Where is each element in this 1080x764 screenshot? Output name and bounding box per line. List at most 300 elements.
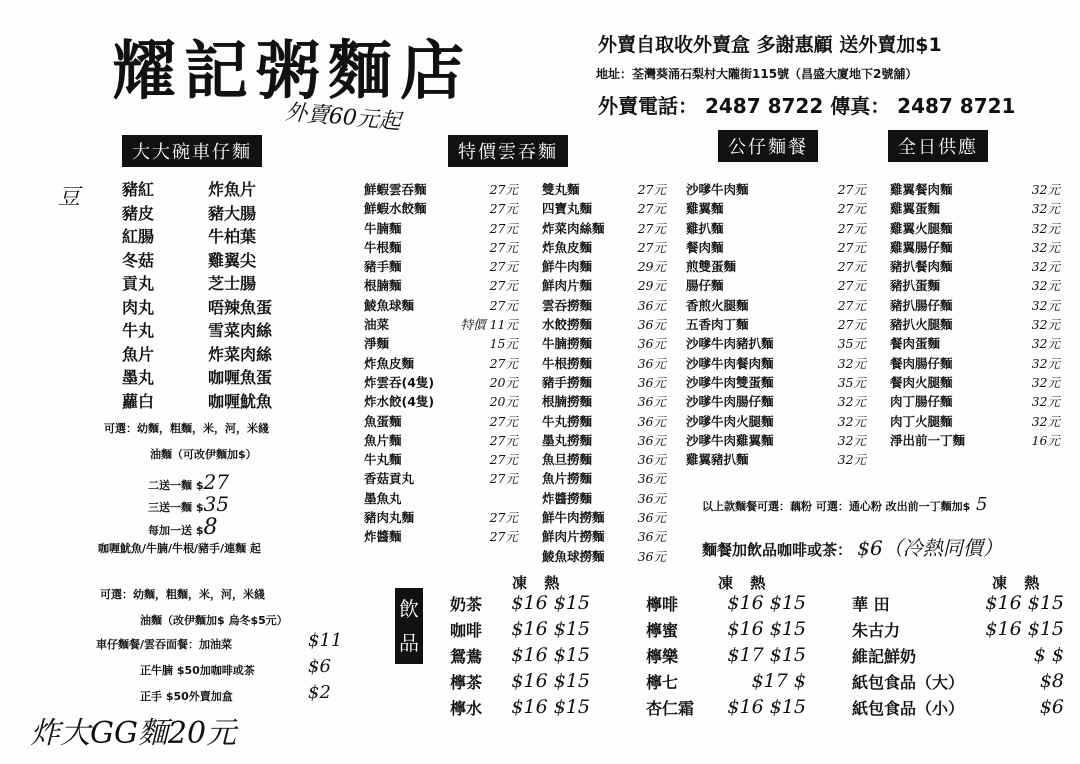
menu-item-name: 雞翼火腿麵 bbox=[890, 220, 953, 236]
cart-item: 唔辣魚蛋 bbox=[208, 297, 273, 317]
allday-list bbox=[890, 180, 1060, 450]
cart-item: 肉丸 bbox=[122, 297, 155, 317]
menu-item-price: 32元 bbox=[1031, 355, 1060, 371]
menu-row bbox=[686, 431, 866, 450]
menu-row bbox=[542, 296, 666, 315]
menu-item-name: 根腩麵 bbox=[364, 278, 402, 294]
menu-item-price: 36元 bbox=[637, 529, 666, 545]
menu-item-name: 炸魚皮麵 bbox=[542, 239, 593, 255]
menu-item-price: 32元 bbox=[1031, 239, 1060, 255]
curry-note: 咖喱魷魚/牛腩/牛根/豬手/連麵 起 bbox=[98, 542, 261, 555]
menu-item-name: 豬手撈麵 bbox=[542, 374, 593, 390]
drink-price: $6 bbox=[1039, 696, 1064, 718]
drinks-col-3 bbox=[852, 592, 1064, 722]
menu-item-name: 炸醬撈麵 bbox=[542, 490, 593, 506]
menu-item-name: 炸雲吞(4隻) bbox=[364, 374, 435, 390]
menu-item-price: 27元 bbox=[489, 510, 518, 526]
menu-item-name: 雲吞撈麵 bbox=[542, 297, 593, 313]
drink-row bbox=[646, 696, 806, 722]
menu-item-name: 餐肉蛋麵 bbox=[890, 336, 941, 352]
cart-item: 豬紅 bbox=[122, 180, 155, 199]
menu-item-name: 煎雙蛋麵 bbox=[686, 259, 737, 275]
menu-item-name: 炸菜肉絲麵 bbox=[542, 220, 605, 236]
menu-item-price: 32元 bbox=[1031, 259, 1060, 275]
drink-row bbox=[450, 644, 590, 670]
menu-row bbox=[364, 296, 518, 315]
menu-item-name: 炸醬麵 bbox=[364, 529, 402, 545]
menu-row bbox=[364, 527, 518, 546]
menu-row bbox=[890, 392, 1060, 411]
menu-row bbox=[364, 238, 518, 257]
menu-item-price: 27元 bbox=[489, 278, 518, 294]
menu-item-price: 36元 bbox=[637, 548, 666, 564]
cart-item: 蘿白 bbox=[122, 391, 155, 411]
cart-item: 咖喱魷魚 bbox=[208, 391, 273, 411]
menu-row bbox=[364, 373, 518, 392]
gongzai-list bbox=[686, 180, 866, 469]
menu-item-name: 沙嗲牛肉麵 bbox=[686, 182, 749, 197]
brisket-note: 正牛腩 $50加咖啡或茶 bbox=[140, 664, 255, 677]
menu-row bbox=[542, 276, 666, 295]
menu-row bbox=[686, 354, 866, 373]
cold-hot-header-1: 凍 熱 bbox=[512, 574, 566, 592]
menu-item-name: 鮮牛肉麵 bbox=[542, 259, 593, 275]
menu-item-price: 36元 bbox=[637, 471, 666, 487]
menu-item-name: 炸水餃(4隻) bbox=[364, 394, 435, 410]
cart-items-right bbox=[208, 178, 272, 413]
drink-name: 紙包食品（小） bbox=[852, 699, 965, 718]
drink-price: $16 $15 bbox=[511, 670, 590, 692]
drink-price: $16 $15 bbox=[511, 592, 590, 614]
menu-item-name: 香菇貢丸 bbox=[364, 471, 415, 487]
menu-item-price: 27元 bbox=[637, 201, 666, 217]
drink-add-note: 麵餐加飲品咖啡或茶： $6（冷熱同價） bbox=[702, 536, 1003, 560]
phone-fax: 外賣電話： 2487 8722 傳真： 2487 8721 bbox=[598, 94, 1016, 118]
cart-item: 墨丸 bbox=[122, 368, 155, 387]
drink-name: 檸水 bbox=[450, 699, 483, 718]
drink-name: 鴛鴦 bbox=[450, 647, 483, 666]
trotter-price: $2 bbox=[308, 682, 331, 703]
menu-item-price: 27元 bbox=[489, 239, 518, 255]
menu-item-price: 32元 bbox=[1031, 278, 1060, 294]
drink-row bbox=[646, 592, 806, 618]
drink-row bbox=[852, 618, 1064, 644]
menu-row bbox=[542, 354, 666, 373]
menu-row bbox=[686, 315, 866, 334]
menu-row bbox=[364, 257, 518, 276]
menu-row bbox=[890, 412, 1060, 431]
menu-item-name: 魚旦撈麵 bbox=[542, 452, 593, 468]
menu-item-name: 雞翼蛋麵 bbox=[890, 201, 941, 217]
menu-row bbox=[686, 219, 866, 238]
menu-item-price: 27元 bbox=[637, 220, 666, 236]
menu-row bbox=[686, 392, 866, 411]
menu-item-price: 36元 bbox=[637, 413, 666, 429]
menu-item-price: 27元 bbox=[637, 239, 666, 255]
drink-name: 檸樂 bbox=[646, 647, 679, 666]
cart-item: 牛柏葉 bbox=[208, 227, 257, 246]
drink-price: $16 $15 bbox=[727, 618, 806, 640]
drink-name: 朱古力 bbox=[852, 621, 901, 640]
menu-item-name: 餐肉腸仔麵 bbox=[890, 355, 953, 371]
menu-item-name: 雞翼豬扒麵 bbox=[686, 452, 749, 468]
menu-item-name: 鮮蝦水餃麵 bbox=[364, 201, 427, 217]
menu-item-price: 27元 bbox=[489, 432, 518, 448]
menu-item-price: 32元 bbox=[1031, 374, 1060, 390]
menu-item-name: 魚蛋麵 bbox=[364, 413, 402, 429]
drinks-label: 飲品 bbox=[395, 588, 423, 664]
menu-item-name: 鮮牛肉撈麵 bbox=[542, 510, 605, 526]
menu-row bbox=[890, 354, 1060, 373]
menu-item-name: 雙丸麵 bbox=[542, 182, 580, 197]
menu-item-price: 32元 bbox=[1031, 394, 1060, 410]
menu-item-price: 32元 bbox=[1031, 182, 1060, 197]
section-gongzai: 公仔麵餐 bbox=[718, 130, 818, 162]
trotter-note: 正手 $50外賣加盒 bbox=[140, 690, 233, 703]
menu-item-name: 雞扒麵 bbox=[686, 220, 724, 236]
menu-item-price: 27元 bbox=[837, 182, 866, 197]
menu-row bbox=[364, 199, 518, 218]
menu-row bbox=[890, 257, 1060, 276]
menu-row bbox=[542, 431, 666, 450]
menu-item-price: 32元 bbox=[837, 355, 866, 371]
menu-item-name: 淨出前一丁麵 bbox=[890, 432, 966, 448]
menu-item-name: 豬扒火腿麵 bbox=[890, 317, 953, 333]
brisket-price: $6 bbox=[308, 656, 331, 677]
menu-row bbox=[686, 276, 866, 295]
menu-item-name: 肉丁腸仔麵 bbox=[890, 394, 953, 410]
menu-item-price: 27元 bbox=[837, 201, 866, 217]
drink-name: 紙包食品（大） bbox=[852, 673, 965, 692]
footer-handwriting: 炸大GG麵20元 bbox=[30, 716, 237, 751]
cold-hot-header-3: 凍 熱 bbox=[992, 574, 1046, 592]
cart-item: 炸菜肉絲 bbox=[208, 344, 273, 364]
menu-row bbox=[542, 508, 666, 527]
menu-item-name: 沙嗲牛肉火腿麵 bbox=[686, 413, 774, 429]
menu-item-name: 沙嗲牛肉豬扒麵 bbox=[686, 336, 774, 352]
menu-item-price: 36元 bbox=[637, 432, 666, 448]
cart-item: 咖喱魚蛋 bbox=[208, 368, 273, 387]
menu-item-name: 鮮肉片撈麵 bbox=[542, 529, 605, 545]
menu-item-price: 29元 bbox=[637, 278, 666, 294]
drink-row bbox=[646, 644, 806, 670]
cart-item: 炸魚片 bbox=[208, 180, 257, 199]
menu-row bbox=[686, 199, 866, 218]
menu-row bbox=[364, 354, 518, 373]
menu-item-price: 32元 bbox=[837, 413, 866, 429]
drinks-col-1 bbox=[450, 592, 590, 722]
cart-item: 牛丸 bbox=[122, 321, 155, 340]
drink-price: $16 $15 bbox=[511, 644, 590, 666]
menu-row bbox=[890, 238, 1060, 257]
menu-item-price: 35元 bbox=[837, 374, 866, 390]
menu-row bbox=[364, 315, 518, 334]
menu-item-price: 27元 bbox=[837, 259, 866, 275]
menu-item-price: 32元 bbox=[837, 452, 866, 468]
menu-item-price: 32元 bbox=[837, 432, 866, 448]
drink-price: $16 $15 bbox=[985, 592, 1064, 614]
drink-price: $16 $15 bbox=[985, 618, 1064, 640]
drink-price: $16 $15 bbox=[511, 696, 590, 718]
menu-item-name: 牛根撈麵 bbox=[542, 355, 593, 371]
menu-item-price: 27元 bbox=[637, 182, 666, 197]
menu-item-name: 牛丸麵 bbox=[364, 452, 402, 468]
shop-name: 耀記粥麵店 bbox=[112, 34, 472, 109]
menu-row bbox=[542, 547, 666, 566]
menu-item-price: 36元 bbox=[637, 490, 666, 506]
menu-item-name: 雞翼麵 bbox=[686, 201, 724, 217]
menu-item-price: 20元 bbox=[489, 374, 518, 390]
menu-item-price: 32元 bbox=[1031, 297, 1060, 313]
menu-item-price: 27元 bbox=[489, 201, 518, 217]
menu-item-price: 36元 bbox=[637, 297, 666, 313]
menu-item-price: 36元 bbox=[637, 510, 666, 526]
cart-items-left bbox=[122, 178, 154, 413]
menu-item-price: 36元 bbox=[637, 452, 666, 468]
menu-item-name: 豬扒餐肉麵 bbox=[890, 259, 953, 275]
menu-row bbox=[364, 412, 518, 431]
drink-name: 檸七 bbox=[646, 673, 679, 692]
drink-price: $8 bbox=[1039, 670, 1064, 692]
menu-item-name: 五香肉丁麵 bbox=[686, 317, 749, 333]
menu-item-name: 沙嗲牛肉餐肉麵 bbox=[686, 355, 774, 371]
drink-price: $17 $15 bbox=[727, 644, 806, 666]
menu-item-name: 餐肉火腿麵 bbox=[890, 374, 953, 390]
takeaway-note: 外賣自取收外賣盒 多謝惠顧 送外賣加$1 bbox=[598, 34, 942, 56]
menu-row bbox=[890, 276, 1060, 295]
menu-item-name: 鮮蝦雲吞麵 bbox=[364, 182, 427, 197]
menu-row bbox=[542, 489, 666, 508]
drink-row bbox=[852, 644, 1064, 670]
section-wonton: 特價雲吞麵 bbox=[448, 135, 568, 167]
menu-row bbox=[686, 296, 866, 315]
wonton-list-2 bbox=[542, 180, 666, 566]
menu-item-name: 牛腩撈麵 bbox=[542, 336, 593, 352]
menu-item-price: 36元 bbox=[637, 355, 666, 371]
menu-row bbox=[542, 180, 666, 199]
menu-item-price: 20元 bbox=[489, 394, 518, 410]
drink-row bbox=[852, 670, 1064, 696]
menu-item-price: 32元 bbox=[1031, 336, 1060, 352]
menu-item-price: 特價 11元 bbox=[460, 317, 518, 333]
drink-name: 華 田 bbox=[852, 595, 890, 614]
menu-item-price: 36元 bbox=[637, 374, 666, 390]
drink-name: 奶茶 bbox=[450, 595, 483, 614]
noodle-choices: 可選：幼麵，粗麵，米，河，米綫 bbox=[104, 422, 269, 435]
drink-price: $16 $15 bbox=[727, 696, 806, 718]
three-items-label: 三送一麵 $35 bbox=[148, 492, 229, 516]
cold-hot-header-2: 凍 熱 bbox=[718, 574, 772, 592]
menu-item-price: 27元 bbox=[489, 297, 518, 313]
menu-item-name: 牛根麵 bbox=[364, 239, 402, 255]
menu-row bbox=[542, 412, 666, 431]
menu-row bbox=[542, 527, 666, 546]
menu-item-name: 豬扒腸仔麵 bbox=[890, 297, 953, 313]
menu-row bbox=[542, 219, 666, 238]
menu-row bbox=[364, 450, 518, 469]
each-extra-label: 每加一送 $8 bbox=[148, 515, 218, 540]
menu-row bbox=[890, 296, 1060, 315]
drink-price: $17 $ bbox=[751, 670, 806, 692]
oil-noodle-note-2: 油麵（改伊麵加$ 烏冬$5元） bbox=[140, 614, 288, 627]
menu-row bbox=[686, 257, 866, 276]
menu-item-name: 鯪魚球撈麵 bbox=[542, 548, 605, 564]
drink-price: $16 $15 bbox=[727, 592, 806, 614]
oil-noodle-note: 油麵（可改伊麵加$） bbox=[150, 448, 257, 461]
menu-item-price: 32元 bbox=[837, 394, 866, 410]
menu-row bbox=[686, 180, 866, 199]
menu-row bbox=[364, 334, 518, 353]
menu-item-name: 炸魚皮麵 bbox=[364, 355, 415, 371]
menu-item-name: 香煎火腿麵 bbox=[686, 297, 749, 313]
drink-price: $16 $15 bbox=[511, 618, 590, 640]
wonton-list bbox=[364, 180, 518, 547]
menu-item-price: 27元 bbox=[489, 355, 518, 371]
menu-row bbox=[364, 180, 518, 199]
menu-item-name: 牛丸撈麵 bbox=[542, 413, 593, 429]
drink-row bbox=[852, 592, 1064, 618]
menu-item-price: 27元 bbox=[489, 259, 518, 275]
menu-row bbox=[890, 431, 1060, 450]
drink-name: 檸茶 bbox=[450, 673, 483, 692]
menu-item-price: 32元 bbox=[1031, 220, 1060, 236]
menu-item-name: 腸仔麵 bbox=[686, 278, 724, 294]
menu-row bbox=[542, 469, 666, 488]
menu-row bbox=[686, 450, 866, 469]
menu-row bbox=[686, 373, 866, 392]
noodle-choices-2: 可選：幼麵，粗麵，米，河，米綫 bbox=[100, 588, 265, 601]
menu-item-price: 27元 bbox=[489, 452, 518, 468]
menu-item-name: 豬肉丸麵 bbox=[364, 510, 415, 526]
drink-name: 檸啡 bbox=[646, 595, 679, 614]
menu-row bbox=[686, 412, 866, 431]
menu-item-price: 27元 bbox=[837, 297, 866, 313]
menu-item-price: 27元 bbox=[837, 317, 866, 333]
menu-item-price: 27元 bbox=[837, 239, 866, 255]
menu-item-name: 油菜 bbox=[364, 317, 390, 333]
menu-item-name: 魚片撈麵 bbox=[542, 471, 593, 487]
menu-item-price: 27元 bbox=[837, 278, 866, 294]
menu-item-name: 牛腩麵 bbox=[364, 220, 402, 236]
menu-row bbox=[890, 373, 1060, 392]
menu-item-name: 魚片麵 bbox=[364, 432, 402, 448]
menu-row bbox=[890, 315, 1060, 334]
menu-item-name: 沙嗲牛肉腸仔麵 bbox=[686, 394, 774, 410]
menu-item-price: 27元 bbox=[489, 471, 518, 487]
menu-item-price: 32元 bbox=[1031, 317, 1060, 333]
section-allday: 全日供應 bbox=[888, 130, 988, 162]
menu-item-price: 32元 bbox=[1031, 201, 1060, 217]
menu-item-name: 鯪魚球麵 bbox=[364, 297, 415, 313]
veg-add-note: 車仔麵餐/雲吞面餐：加油菜 bbox=[96, 638, 233, 651]
drinks-col-2 bbox=[646, 592, 806, 722]
menu-row bbox=[542, 392, 666, 411]
menu-row bbox=[542, 450, 666, 469]
drink-row bbox=[450, 592, 590, 618]
drink-name: 咖啡 bbox=[450, 621, 483, 640]
menu-item-name: 餐肉麵 bbox=[686, 239, 724, 255]
cart-item: 冬菇 bbox=[122, 250, 155, 270]
menu-item-price: 36元 bbox=[637, 336, 666, 352]
menu-row bbox=[364, 469, 518, 488]
menu-item-name: 沙嗲牛肉雞翼麵 bbox=[686, 432, 774, 448]
menu-row bbox=[364, 431, 518, 450]
handwritten-mark: 豆 bbox=[58, 185, 81, 210]
menu-item-name: 墨丸撈麵 bbox=[542, 432, 593, 448]
drink-row bbox=[852, 696, 1064, 722]
menu-item-name: 墨魚丸 bbox=[364, 490, 402, 506]
menu-item-name: 淨麵 bbox=[364, 336, 390, 352]
address: 地址：荃灣葵涌石梨村大隴街115號（昌盛大廈地下2號舖） bbox=[596, 67, 918, 81]
cart-item: 魚片 bbox=[122, 344, 155, 364]
menu-row bbox=[890, 219, 1060, 238]
menu-row bbox=[364, 489, 518, 508]
drink-name: 杏仁霜 bbox=[646, 699, 695, 718]
cart-item: 豬皮 bbox=[122, 203, 155, 223]
menu-item-name: 豬手麵 bbox=[364, 259, 402, 275]
menu-item-price: 36元 bbox=[637, 317, 666, 333]
drink-row bbox=[646, 618, 806, 644]
cart-item: 雪菜肉絲 bbox=[208, 321, 273, 340]
menu-row bbox=[542, 373, 666, 392]
minimum-order-note: 外賣60元起 bbox=[283, 99, 402, 135]
menu-row bbox=[542, 199, 666, 218]
menu-item-price: 15元 bbox=[489, 336, 518, 352]
menu-item-price: 16元 bbox=[1031, 432, 1060, 448]
drink-row bbox=[450, 696, 590, 722]
menu-item-name: 肉丁火腿麵 bbox=[890, 413, 953, 429]
menu-row bbox=[890, 199, 1060, 218]
cart-item: 芝士腸 bbox=[208, 274, 257, 293]
menu-row bbox=[542, 334, 666, 353]
menu-item-name: 豬扒蛋麵 bbox=[890, 278, 941, 294]
menu-row bbox=[890, 180, 1060, 199]
menu-row bbox=[890, 334, 1060, 353]
drink-name: 維記鮮奶 bbox=[852, 647, 917, 666]
menu-row bbox=[364, 276, 518, 295]
menu-item-name: 雞翼餐肉麵 bbox=[890, 182, 953, 197]
menu-item-price: 29元 bbox=[637, 259, 666, 275]
menu-item-name: 雞翼腸仔麵 bbox=[890, 239, 953, 255]
two-items-label: 二送一麵 $27 bbox=[148, 470, 229, 494]
menu-item-price: 27元 bbox=[489, 220, 518, 236]
menu-item-price: 32元 bbox=[1031, 413, 1060, 429]
choices-note: 以上款麵餐可選：藕粉 可選：通心粉 改出前一丁麵加$ 5 bbox=[702, 494, 988, 515]
menu-row bbox=[542, 257, 666, 276]
cart-item: 豬大腸 bbox=[208, 203, 257, 223]
menu-item-price: 35元 bbox=[837, 336, 866, 352]
menu-row bbox=[542, 315, 666, 334]
menu-item-price: 27元 bbox=[489, 182, 518, 197]
cart-item: 貢丸 bbox=[122, 274, 155, 293]
menu-item-name: 根腩撈麵 bbox=[542, 394, 593, 410]
drink-price: $ $ bbox=[1033, 644, 1064, 666]
drink-row bbox=[450, 670, 590, 696]
menu-item-name: 鮮肉片麵 bbox=[542, 278, 593, 294]
drink-row bbox=[646, 670, 806, 696]
cart-item: 雞翼尖 bbox=[208, 250, 257, 270]
drink-name: 檸蜜 bbox=[646, 621, 679, 640]
section-big-bowl: 大大碗車仔麵 bbox=[122, 135, 262, 167]
menu-item-price: 36元 bbox=[637, 394, 666, 410]
menu-item-name: 水餃撈麵 bbox=[542, 317, 593, 333]
menu-row bbox=[686, 238, 866, 257]
menu-row bbox=[364, 219, 518, 238]
menu-row bbox=[364, 392, 518, 411]
menu-item-price: 27元 bbox=[489, 413, 518, 429]
cart-item: 紅腸 bbox=[122, 227, 155, 246]
menu-item-name: 沙嗲牛肉雙蛋麵 bbox=[686, 374, 774, 390]
